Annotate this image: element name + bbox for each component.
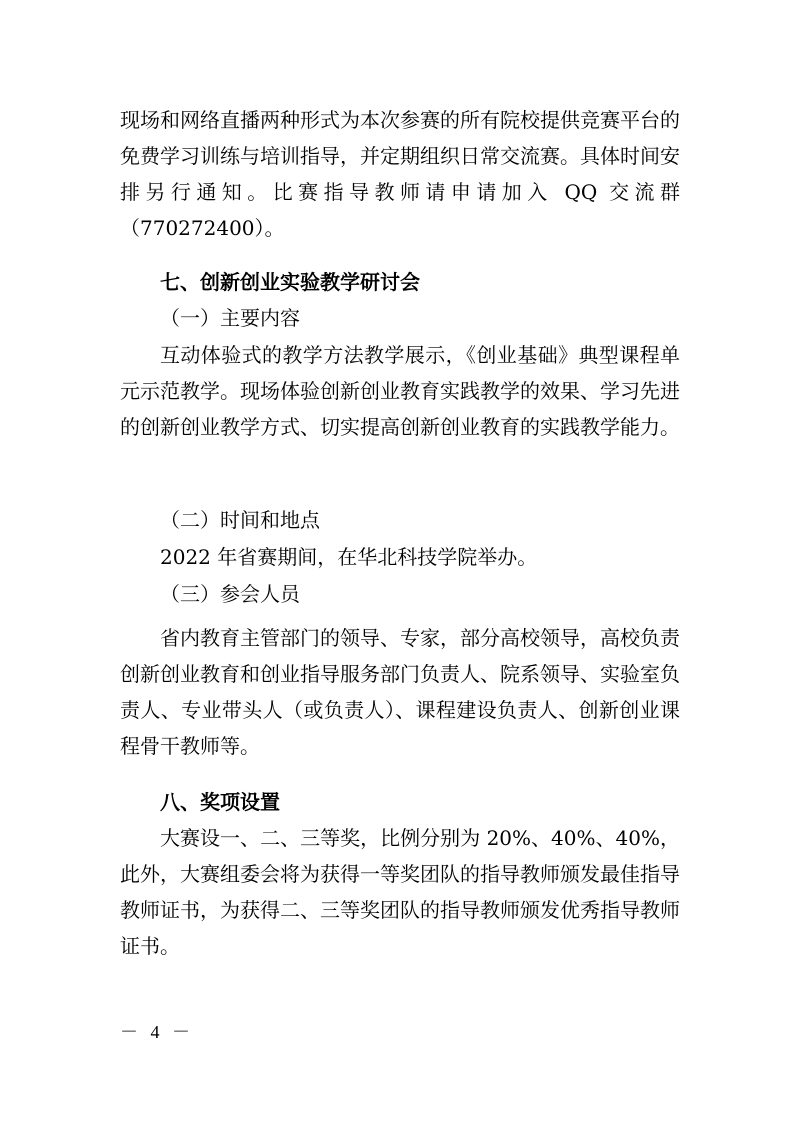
- paragraph-main-content: 互动体验式的教学方法教学展示，《创业基础》典型课程单元示范教学。现场体验创新创业教育实践教学的效果、学习先进的创新创业教学方式、切实提高创新创业教育的实践教学能力。: [120, 343, 680, 439]
- paragraph-time-place: 2022 年省赛期间，在华北科技学院举办。: [160, 545, 538, 569]
- section-heading-seminar: 七、创新创业实验教学研讨会: [160, 270, 420, 294]
- subheading-time-place: （二）时间和地点: [160, 508, 320, 532]
- section-heading-awards: 八、奖项设置: [160, 790, 280, 814]
- page-number: － 4 －: [120, 1022, 194, 1042]
- subheading-attendees: （三）参会人员: [160, 582, 300, 606]
- subheading-main-content: （一）主要内容: [160, 306, 300, 330]
- paragraph-attendees: 省内教育主管部门的领导、专家，部分高校领导，高校负责创新创业教育和创业指导服务部门负责人、院系领导、实验室负责人、专业带头人（或负责人）、课程建设负责人、创新创业课程骨干教师等。: [120, 626, 680, 758]
- paragraph-awards: 大赛设一、二、三等奖，比例分别为 20%、40%、40%，此外，大赛组委会将为获得一等奖团队的指导教师颁发最佳指导教师证书，为获得二、三等奖团队的指导教师颁发优秀指导教师证书。: [120, 826, 680, 958]
- paragraph-continued: 现场和网络直播两种形式为本次参赛的所有院校提供竞赛平台的免费学习训练与培训指导，并定期组织日常交流赛。具体时间安排另行通知。比赛指导教师请申请加入 QQ 交流群（770272400）。: [120, 108, 680, 240]
